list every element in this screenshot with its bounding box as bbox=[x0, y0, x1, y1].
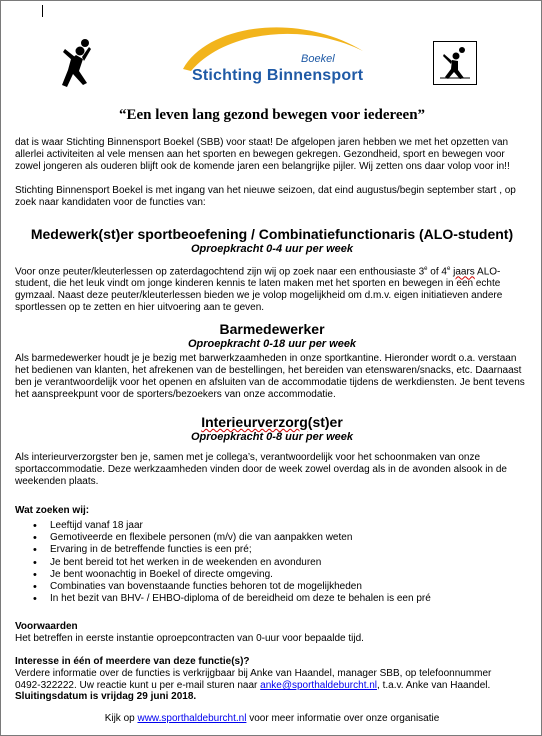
job-hours-sport: Oproepkracht 0-4 uur per week bbox=[191, 243, 353, 255]
job-hours-cleaning: Oproepkracht 0-8 uur per week bbox=[191, 431, 353, 443]
intro-paragraph: dat is waar Stichting Binnensport Boekel (SBB) voor staat! De afgelopen jaren hebben we met het opzetten van allerlei activiteiten al vele mensen aan het sporten en bewegen gekregen. Gezondheid, sport en bewegen voor zowel jongeren als ouderen blijft ook de komende jaren een belangrijke pijler. Wij zetten ons daar volop voor in!! bbox=[15, 137, 510, 172]
conditions-body: Het betreffen in eerste instantie oproepcontracten van 0-uur voor bepaalde tijd. bbox=[15, 633, 364, 644]
volleyball-player-boxed-icon bbox=[433, 41, 477, 85]
deadline: Sluitingsdatum is vrijdag 29 juni 2018. bbox=[15, 691, 197, 702]
list-item: • Je bent bereid tot het werken in de weekenden en avonduren bbox=[31, 557, 511, 569]
list-item: • Leeftijd vanaf 18 jaar bbox=[31, 520, 511, 532]
list-item: • In het bezit van BHV- / EHBO-diploma of de bereidheid om deze te behalen is een pré bbox=[31, 593, 511, 605]
list-item: • Je bent woonachtig in Boekel of directe omgeving. bbox=[31, 569, 511, 581]
volleyball-player-icon bbox=[53, 37, 103, 91]
job-title-cleaning: Interieurverzorg(st)er bbox=[201, 414, 343, 430]
job-body-cleaning: Als interieurverzorgster ben je, samen met je collega’s, verantwoordelijk voor het schoonmaken van onze sportaccommodatie. Deze werkzaamheden vinden door de week zowel overdag als in de avonden alsook in de weekenden plaats. bbox=[15, 452, 507, 487]
job-title-sport: Medewerk(st)er sportbeoefening / Combinatiefunctionaris (ALO-student) bbox=[30, 226, 514, 242]
brand-name: Stichting Binnensport bbox=[192, 67, 364, 84]
website-link[interactable]: www.sporthaldeburcht.nl bbox=[137, 713, 247, 724]
text-cursor bbox=[42, 5, 43, 17]
job-body-bar: Als barmedewerker houdt je je bezig met barwerkzaamheden in onze sportkantine. Hieronder wordt o.a. verstaan het bedienen van klanten, het afrekenen van de bestellingen, het bereiden van etenswaren/snacks, etc. Daarnaast ben je verantwoordelijk voor het openen en afsluiten van de accommodatie tijdens de werkdiensten. Je bent tevens het aanspreekpunt voor de sporters/bezoekers van onze accommodatie. bbox=[15, 353, 525, 400]
job-title-bar: Barmedewerker bbox=[219, 321, 325, 337]
interest-line-1: Verdere informatie over de functies is verkrijgbaar bij Anke van Haandel, manager SBB, op telefoonnummer bbox=[15, 668, 492, 679]
slogan: “Een leven lang gezond bewegen voor iedereen” bbox=[118, 107, 426, 123]
intro-call-paragraph: Stichting Binnensport Boekel is met ingang van het nieuwe seizoen, dat eind augustus/begin september start , op zoek naar kandidaten voor de functies van: bbox=[15, 185, 516, 208]
email-link[interactable]: anke@sporthaldeburcht.nl bbox=[260, 680, 378, 691]
brand-subtitle: Boekel bbox=[301, 53, 335, 65]
interest-line-2: 0492-322222. Uw reactie kunt u per e-mail sturen naar anke@sporthaldeburcht.nl, t.a.v. Anke van Haandel. bbox=[15, 680, 491, 691]
list-item: • Gemotiveerde en flexibele personen (m/v) die van aanpakken weten bbox=[31, 532, 511, 544]
requirements-list bbox=[31, 520, 511, 605]
list-item: • Ervaring in de betreffende functies is een pré; bbox=[31, 544, 511, 556]
footer-line: Kijk op www.sporthaldeburcht.nl voor meer informatie over onze organisatie bbox=[104, 713, 440, 724]
interest-heading: Interesse in één of meerdere van deze functie(s)? bbox=[15, 656, 250, 667]
requirements-heading: Wat zoeken wij: bbox=[15, 505, 90, 516]
job-hours-bar: Oproepkracht 0-18 uur per week bbox=[187, 338, 357, 350]
list-item: • Combinaties van bovenstaande functies behoren tot de mogelijkheden bbox=[31, 581, 511, 593]
conditions-heading: Voorwaarden bbox=[15, 621, 78, 632]
job-body-sport: Voor onze peuter/kleuterlessen op zaterdagochtend zijn wij op zoek naar een enthousiaste 3e of 4e jaars ALO-student, die het leuk vindt om jonge kinderen kennis te laten maken met het sporten en bewegen in een echte gymzaal. Naast deze peuter/kleuterlessen bieden we je volop mogelijkheid om d.m.v. eigen initiatieven andere sportlessen op te zetten en hier uitvoering aan te geven. bbox=[15, 266, 503, 314]
